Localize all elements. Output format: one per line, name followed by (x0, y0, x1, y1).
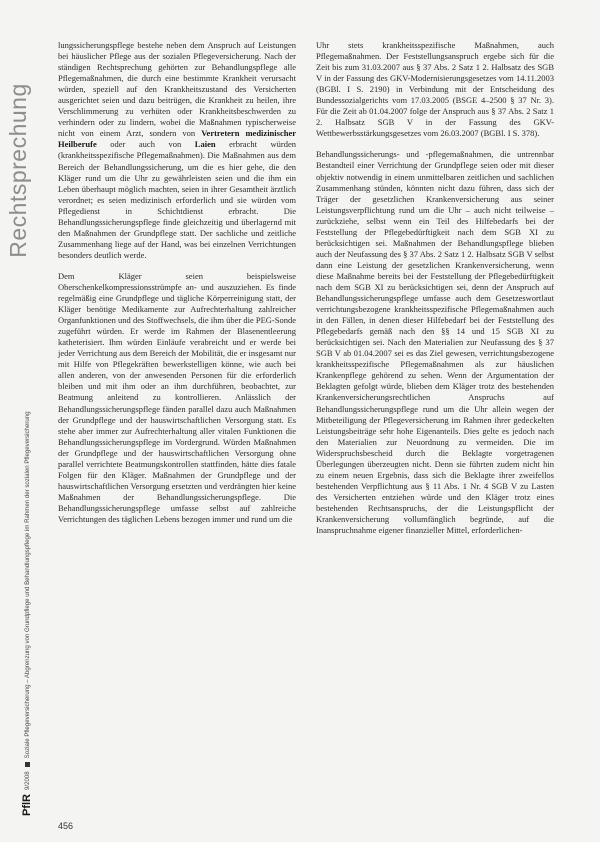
body-text: Uhr stets krankheitsspezifische Maßnahmen, auch Pflegemaßnahmen. Der Feststellungsanspruch ergebe sich für die Zeit bis zum 31.03.2007 aus § 37 Abs. 2 Satz 1 2. Halbsatz des SGB V in der Fassung des GKV-Modernisierungsgesetzes vom 14.11.2003 (BGBl. I S. 2190) in Verbindung mit der Entscheidung des Bundessozialgerichts vom 17.03.2005 (BSGE 4–2500 § 37 Nr. 3). Für die Zeit ab 01.04.2007 folge der Anspruch aus § 37 Abs. 2 Satz 1 2. Halbsatz SGB V in der Fassung des GKV-Wettbewerbsstärkungsgesetzes vom 26.03.2007 (BGBl. I S. 378). (316, 40, 554, 139)
section-rubric-label: Rechtsprechung (4, 82, 31, 258)
journal-issue: 9/2008 (23, 771, 31, 790)
body-text: Dem Kläger seien beispielsweise Oberschenkelkompressionsstrümpfe an- und auszuziehen. Es finde regelmäßig eine Grundpflege und tägliche Körperreinigung statt, der Kläger benötige Medikamente zur Aufrechterhaltung zahlreicher Organfunktionen und des Stoffwechsels, die ihm über die PEG-Sonde zugeführt würden. Er werde im Rahmen der Blasenentleerung katheterisiert. Ihm würden Einläufe verabreicht und er werde bei jeder Verrichtung aus dem Bereich der Mobilität, die er insgesamt nur mit Hilfe von Pflegekräften bewerkstelligen könne, wie auch bei allen anderen, von der anwesenden Personen für die erforderlich bleiben und mit ihm oder an ihm durchführen, beobachtet, zur Beatmung anleitend zu kontrollieren. Anlässlich der Behandlungssicherungspflege fänden parallel dazu auch Maßnahmen der Grundpflege und der hauswirtschaftlichen Versorgung statt. Es stehe aber immer zur Aufrechterhaltung aller vitalen Funktionen die Behandlungssicherungspflege im Vordergrund. Würden Maßnahmen der Grundpflege und der hauswirtschaftlichen Versorgung ohne parallel verrichtete Beatmungskontrollen stattfinden, hätte dies fatale Folgen für den Kläger. Maßnahmen der Grundpflege und der hauswirtschaftlichen Versorgung ersetzten und verdrängten hier keine Maßnahmen der Behandlungssicherungspflege. Die Behandlungssicherungspflege umfasse selbst auf zahlreiche Verrichtungen des täglichen Lebens bezogen immer und rund um die (58, 270, 296, 524)
page-number: 456 (58, 821, 74, 831)
emphasis-text: Vertretern medizinischer Heilberufe (58, 128, 296, 150)
body-text: erbracht würden (krankheitsspezifische Pflegemaßnahmen). Die Maßnahmen aus dem Bereich der Behandlungssicherung, um die es hier gehe, die den Kläger rund um die Uhr zu gewährleisten seien und die ihm ein Leben überhaupt möglich machten, seien in ihrer Gesamtheit ärztlich verordnet; es seien medizinisch erforderlich und sie würden vom Pflegedienst in Schichtdienst erbracht. Die Behandlungssicherungspflege finde gleichzeitig und überlagernd mit den Maßnahmen der Grundpflege statt. Der sachliche und zeitliche Zusammenhang liege auf der Hand, was bei einzelnen Verrichtungen besonders deutlich werde. (58, 139, 296, 260)
left-column (58, 40, 296, 535)
running-footer (14, 300, 40, 830)
paragraph (316, 40, 554, 139)
body-text: lungssicherungspflege bestehe neben dem Anspruch auf Leistungen bei häuslicher Pflege aus der sozialen Pflegeversicherung. Nach der ständigen Rechtsprechung gehörten zur Behandlungspflege alle Pflegemaßnahmen, die durch eine bestimmte Krankheit verursacht würden, speziell auf den Krankheitszustand des Versicherten ausgerichtet seien und dazu beitrügen, die Krankheit zu heilen, ihre Verschlimmerung zu verhüten oder Krankheitsbeschwerden zu verhindern oder zu lindern, wobei die Maßnahmen typischerweise nicht von einem Arzt, sondern von (58, 40, 296, 139)
journal-logo: PflR (21, 794, 33, 816)
paragraph (58, 40, 296, 261)
right-column (316, 40, 554, 546)
paragraph (58, 271, 296, 525)
section-rubric (4, 45, 32, 295)
article-citation: Soziale Pflegeversicherung – Abgrenzung von Grundpflege und Behandlungspflege im Rahmen der sozialen Pflegeversicherung (23, 411, 31, 759)
paragraph (316, 149, 554, 536)
separator-square-icon (25, 762, 30, 767)
body-text: Behandlungssicherungs- und -pflegemaßnahmen, die untrennbar Bestandteil einer Verrichtung der Grundpflege seien oder mit dieser objektiv notwendig in einem unmittelbaren zeitlichen und sachlichen Zusammenhang stünden, könnten nicht dazu führen, dass sich der Träger der gesetzlichen Krankenversicherung aus seiner Leistungsverpflichtung rund um die Uhr – auch nicht teilweise – zurückziehe, selbst wenn ein Teil des Hilfebedarfs bei der Feststellung der Pflegebedürftigkeit nach dem SGB XI zu berücksichtigen sei. Maßnahmen der Behandlungspflege blieben auch der Neufassung des § 37 Abs. 2 Satz 1 2. Halbsatz SGB V selbst dann eine Leistung der gesetzlichen Krankenversicherung, wenn diese Maßnahme bereits bei der Feststellung der Pflegebedürftigkeit nach dem SGB XI zu berücksichtigen sei, denn der Anspruch auf Behandlungssicherungspflege umfasse auch dem Gesetzeswortlaut verrichtungsbezogene krankheitsspezifische Pflegemaßnahmen auch in den Fällen, in denen dieser Hilfebedarf bei der Feststellung des Pflegebedarfs gemäß nach den §§ 14 und 15 SGB XI zu berücksichtigen sei. Nach den Materialien zur Neufassung des § 37 SGB V ab 01.04.2007 sei es das Ziel gewesen, verrichtungsbezogene krankheitsspezifische Pflegemaßnahmen als zur häuslichen Krankenpflege gehörend zu sehen. Wenn der Argumentation der Beklagten gefolgt würde, blieben dem Kläger trotz des bestehenden Krankenversicherungsrechtlichen Anspruchs auf Behandlungssicherungspflege rund um die Uhr allein wegen der Mitbeteiligung der Pflegeversicherung im Rahmen ihrer gedeckelten Leistungsbeiträge sehr hohe Eigenanteils. Dies gelte es jedoch nach den Materialien zur Neuordnung zu vermeiden. Die im Widerspruchsbescheid durch die Beklagte vorgetragenen Überlegungen überzeugten nicht. Denn sie führten zudem nicht hin zu einem neuen Ergebnis, dass sich die Beklagte ihrer zweifellos bestehenden Verpflichtung aus § 11 Abs. 1 Nr. 4 SGB V zu Lasten des Versicherten entziehen würde und den Kläger trotz eines bestehenden Rechtsanspruchs, der die Leistungspflicht der Krankenversicherung vollumfänglich begründe, auf die Inanspruchnahme eigener finanzieller Mittel, erforderlichen- (316, 149, 554, 536)
emphasis-text: Laien (194, 139, 216, 150)
body-text: oder auch von (96, 139, 195, 150)
